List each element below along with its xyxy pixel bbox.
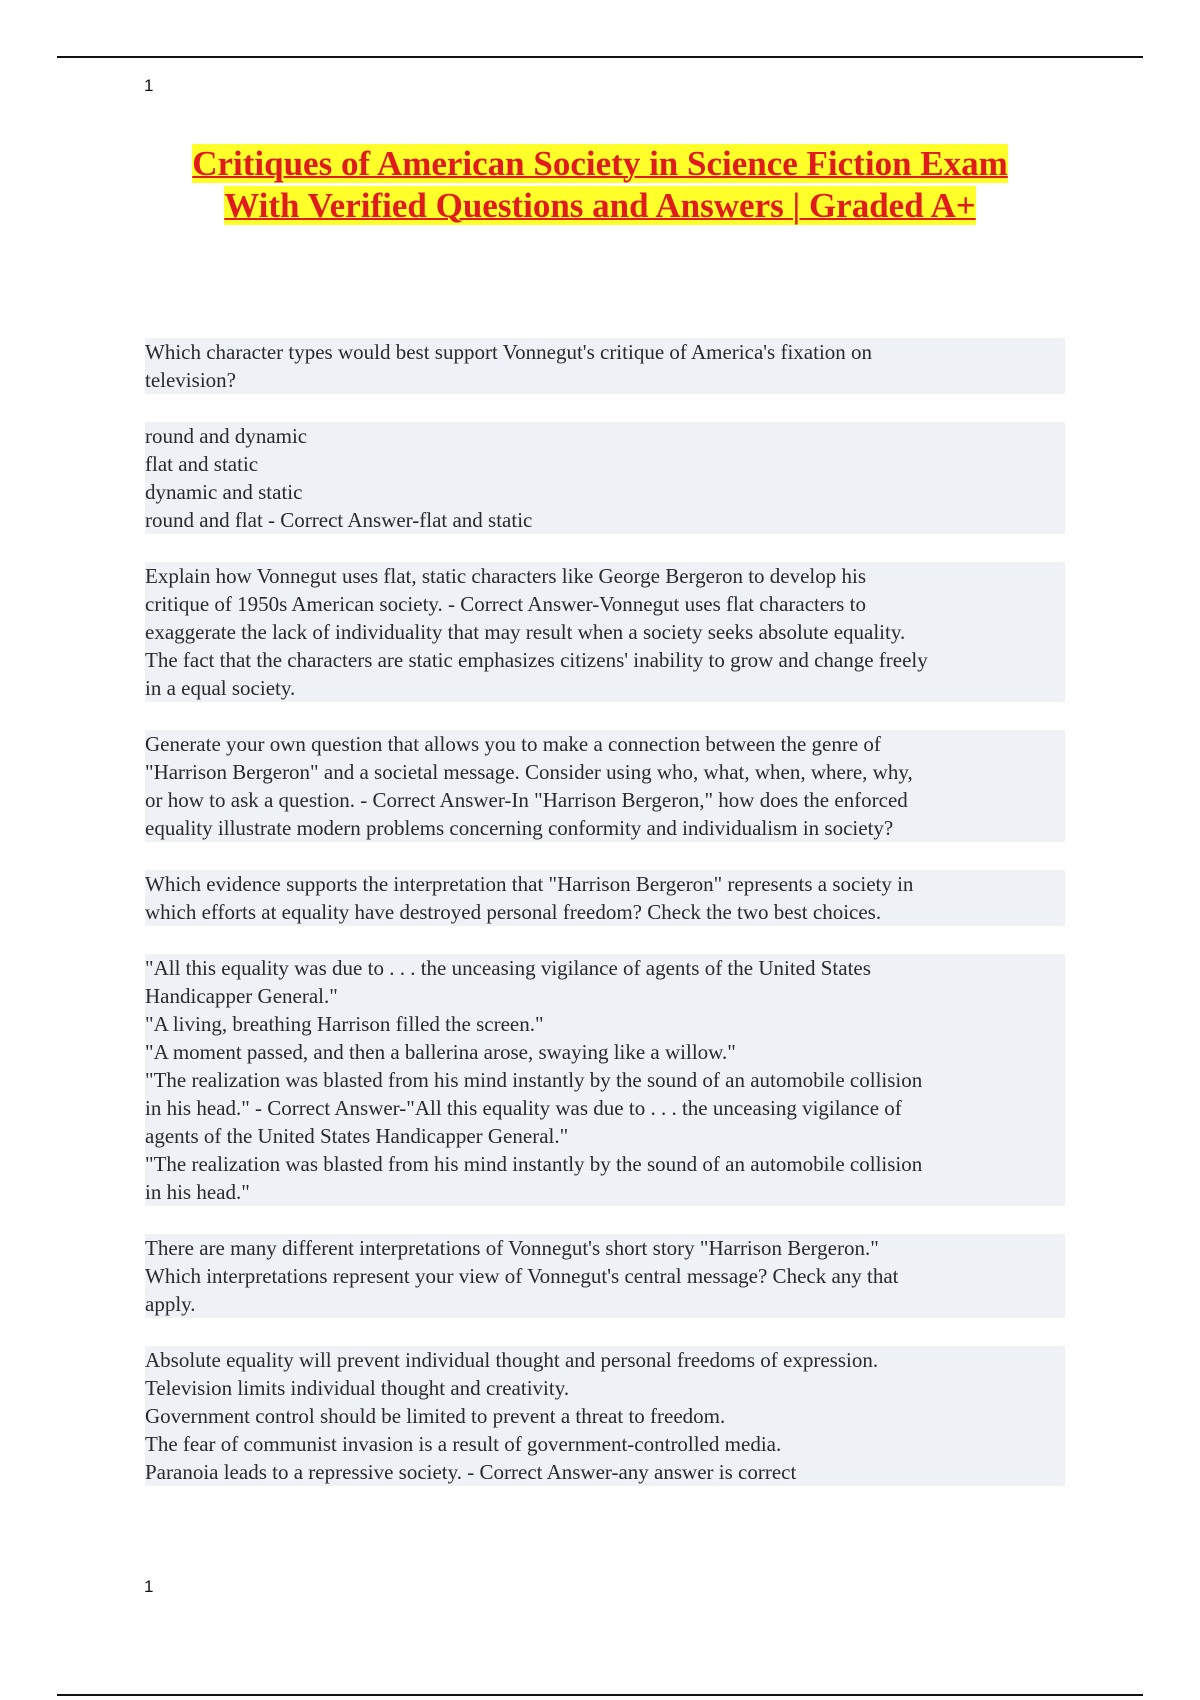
question-2 <box>145 562 1065 702</box>
text-line: equality illustrate modern problems concerning conformity and individualism in society? <box>145 814 1065 842</box>
top-rule <box>57 56 1143 58</box>
answer-options-4 <box>145 954 1065 1206</box>
text-line: Which evidence supports the interpretation that "Harrison Bergeron" represents a society in <box>145 870 1065 898</box>
title-line-2: With Verified Questions and Answers | Graded A+ <box>224 186 976 225</box>
page-number-top: 1 <box>144 76 154 95</box>
text-line: flat and static <box>145 450 1065 478</box>
text-line: in his head." <box>145 1178 1065 1206</box>
question-5 <box>145 1234 1065 1318</box>
text-line: There are many different interpretations of Vonnegut's short story "Harrison Bergeron." <box>145 1234 1065 1262</box>
text-line: Paranoia leads to a repressive society. - Correct Answer-any answer is correct <box>145 1458 1065 1486</box>
text-line: which efforts at equality have destroyed personal freedom? Check the two best choices. <box>145 898 1065 926</box>
text-line: Handicapper General." <box>145 982 1065 1010</box>
text-line: television? <box>145 366 1065 394</box>
text-line: Television limits individual thought and creativity. <box>145 1374 1065 1402</box>
text-line: The fact that the characters are static emphasizes citizens' inability to grow and change freely <box>145 646 1065 674</box>
text-line: Which character types would best support Vonnegut's critique of America's fixation on <box>145 338 1065 366</box>
text-line: dynamic and static <box>145 478 1065 506</box>
text-line: round and dynamic <box>145 422 1065 450</box>
text-line: The fear of communist invasion is a result of government-controlled media. <box>145 1430 1065 1458</box>
answer-options-1 <box>145 422 1065 534</box>
text-line: "The realization was blasted from his mind instantly by the sound of an automobile collision <box>145 1150 1065 1178</box>
text-line: exaggerate the lack of individuality that may result when a society seeks absolute equality. <box>145 618 1065 646</box>
text-line: round and flat - Correct Answer-flat and static <box>145 506 1065 534</box>
title-line-1: Critiques of American Society in Science Fiction Exam <box>192 144 1008 183</box>
text-line: Government control should be limited to prevent a threat to freedom. <box>145 1402 1065 1430</box>
text-line: Absolute equality will prevent individual thought and personal freedoms of expression. <box>145 1346 1065 1374</box>
text-line: "The realization was blasted from his mind instantly by the sound of an automobile collision <box>145 1066 1065 1094</box>
page-number-bottom: 1 <box>144 1577 154 1596</box>
answer-options-5 <box>145 1346 1065 1486</box>
bottom-rule <box>57 1694 1143 1696</box>
question-4 <box>145 870 1065 926</box>
text-line: Generate your own question that allows you to make a connection between the genre of <box>145 730 1065 758</box>
text-line: critique of 1950s American society. - Correct Answer-Vonnegut uses flat characters to <box>145 590 1065 618</box>
text-line: in a equal society. <box>145 674 1065 702</box>
text-line: agents of the United States Handicapper General." <box>145 1122 1065 1150</box>
question-3 <box>145 730 1065 842</box>
text-line: or how to ask a question. - Correct Answer-In "Harrison Bergeron," how does the enforced <box>145 786 1065 814</box>
text-line: "All this equality was due to . . . the unceasing vigilance of agents of the United States <box>145 954 1065 982</box>
question-1 <box>145 338 1065 394</box>
text-line: apply. <box>145 1290 1065 1318</box>
text-line: in his head." - Correct Answer-"All this equality was due to . . . the unceasing vigilance of <box>145 1094 1065 1122</box>
text-line: Explain how Vonnegut uses flat, static characters like George Bergeron to develop his <box>145 562 1065 590</box>
text-line: "A moment passed, and then a ballerina arose, swaying like a willow." <box>145 1038 1065 1066</box>
text-line: Which interpretations represent your view of Vonnegut's central message? Check any that <box>145 1262 1065 1290</box>
text-line: "Harrison Bergeron" and a societal message. Consider using who, what, when, where, why, <box>145 758 1065 786</box>
document-title <box>100 143 1100 227</box>
qa-content <box>145 338 1065 1514</box>
text-line: "A living, breathing Harrison filled the screen." <box>145 1010 1065 1038</box>
